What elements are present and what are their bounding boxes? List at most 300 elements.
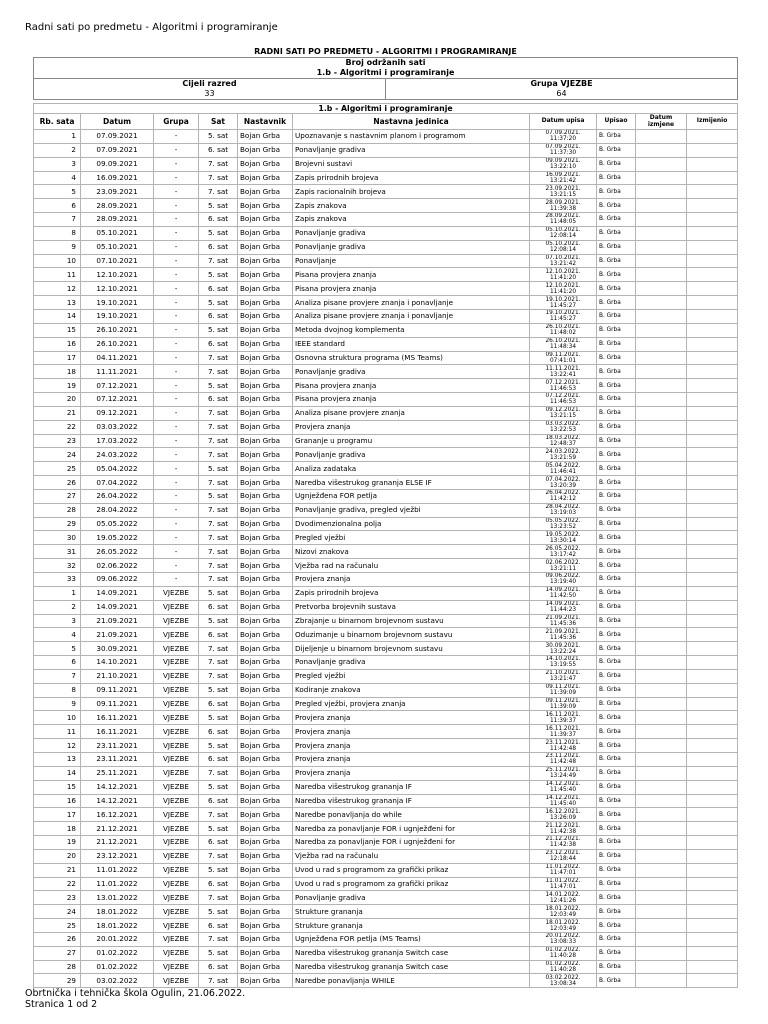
col-header-date-entered: Datum upisa [530, 114, 597, 130]
cell-changed-by [687, 240, 738, 254]
cell-period: 6. sat [199, 836, 238, 850]
cell-date: 20.01.2022 [81, 932, 154, 946]
cell-unit: Provjera znanja [293, 725, 530, 739]
cell-group: VJEZBE [154, 822, 199, 836]
cell-group: VJEZBE [154, 600, 199, 614]
cell-group: VJEZBE [154, 960, 199, 974]
cell-date-changed [636, 503, 687, 517]
cell-date: 21.12.2021 [81, 822, 154, 836]
cell-unit: Ponavljanje gradiva [293, 143, 530, 157]
table-row [34, 919, 738, 933]
cell-unit: Strukture grananja [293, 919, 530, 933]
cell-lesson-no: 9 [34, 240, 81, 254]
cell-entered-by: B. Grba [597, 365, 636, 379]
table-row [34, 254, 738, 268]
cell-date: 12.10.2021 [81, 282, 154, 296]
cell-date-entered: 16.11.2021. 11:39:37 [530, 711, 597, 725]
cell-changed-by [687, 628, 738, 642]
cell-changed-by [687, 462, 738, 476]
cell-entered-by: B. Grba [597, 863, 636, 877]
cell-group: - [154, 448, 199, 462]
cell-date: 16.09.2021 [81, 171, 154, 185]
cell-group: - [154, 545, 199, 559]
table-row [34, 600, 738, 614]
cell-date: 14.09.2021 [81, 600, 154, 614]
cell-period: 5. sat [199, 586, 238, 600]
cell-date-entered: 30.09.2021. 13:22:24 [530, 642, 597, 656]
cell-period: 5. sat [199, 863, 238, 877]
cell-date-entered: 03.03.2022. 13:22:53 [530, 420, 597, 434]
cell-date: 03.02.2022 [81, 974, 154, 988]
table-row [34, 946, 738, 960]
cell-entered-by: B. Grba [597, 669, 636, 683]
cell-teacher: Bojan Grba [238, 891, 293, 905]
cell-date-changed [636, 559, 687, 573]
cell-teacher: Bojan Grba [238, 296, 293, 310]
cell-group: VJEZBE [154, 697, 199, 711]
cell-entered-by: B. Grba [597, 822, 636, 836]
cell-changed-by [687, 393, 738, 407]
cell-date-entered: 12.10.2021. 11:41:20 [530, 268, 597, 282]
cell-date: 07.10.2021 [81, 254, 154, 268]
cell-date-changed [636, 932, 687, 946]
table-row [34, 586, 738, 600]
cell-date-entered: 26.10.2021. 11:48:34 [530, 337, 597, 351]
cell-date: 03.03.2022 [81, 420, 154, 434]
cell-teacher: Bojan Grba [238, 669, 293, 683]
cell-teacher: Bojan Grba [238, 517, 293, 531]
col-header-no: Rb. sata [34, 114, 81, 130]
cell-unit: Osnovna struktura programa (MS Teams) [293, 351, 530, 365]
table-row [34, 960, 738, 974]
cell-period: 7. sat [199, 351, 238, 365]
cell-group: - [154, 309, 199, 323]
cell-entered-by: B. Grba [597, 296, 636, 310]
cell-changed-by [687, 337, 738, 351]
cell-teacher: Bojan Grba [238, 199, 293, 213]
table-row [34, 365, 738, 379]
cell-date-changed [636, 157, 687, 171]
cell-period: 6. sat [199, 697, 238, 711]
cell-changed-by [687, 891, 738, 905]
cell-entered-by: B. Grba [597, 960, 636, 974]
table-row [34, 863, 738, 877]
cell-teacher: Bojan Grba [238, 794, 293, 808]
cell-lesson-no: 10 [34, 254, 81, 268]
cell-period: 7. sat [199, 766, 238, 780]
cell-date: 14.09.2021 [81, 586, 154, 600]
table-row [34, 185, 738, 199]
cell-lesson-no: 16 [34, 337, 81, 351]
table-row [34, 780, 738, 794]
cell-date-entered: 14.12.2021. 11:45:40 [530, 780, 597, 794]
cell-entered-by: B. Grba [597, 282, 636, 296]
cell-unit: Vježba rad na računalu [293, 559, 530, 573]
table-row [34, 476, 738, 490]
cell-entered-by: B. Grba [597, 836, 636, 850]
cell-group: VJEZBE [154, 932, 199, 946]
cell-period: 7. sat [199, 503, 238, 517]
cell-changed-by [687, 379, 738, 393]
cell-unit: Naredbe ponavljanja do while [293, 808, 530, 822]
cell-entered-by: B. Grba [597, 545, 636, 559]
cell-date: 28.09.2021 [81, 213, 154, 227]
cell-lesson-no: 21 [34, 863, 81, 877]
cell-entered-by: B. Grba [597, 697, 636, 711]
table-row [34, 393, 738, 407]
cell-entered-by: B. Grba [597, 420, 636, 434]
cell-changed-by [687, 863, 738, 877]
cell-date: 25.11.2021 [81, 766, 154, 780]
cell-teacher: Bojan Grba [238, 766, 293, 780]
cell-entered-by: B. Grba [597, 379, 636, 393]
cell-date-changed [636, 780, 687, 794]
cell-period: 5. sat [199, 462, 238, 476]
cell-lesson-no: 8 [34, 683, 81, 697]
cell-entered-by: B. Grba [597, 309, 636, 323]
cell-group: VJEZBE [154, 974, 199, 988]
cell-group: VJEZBE [154, 739, 199, 753]
col-header-group: Grupa [154, 114, 199, 130]
table-row [34, 573, 738, 587]
cell-entered-by: B. Grba [597, 766, 636, 780]
cell-group: - [154, 323, 199, 337]
cell-date-changed [636, 766, 687, 780]
cell-unit: Ponavljanje gradiva [293, 365, 530, 379]
table-row [34, 766, 738, 780]
cell-unit: Grananje u programu [293, 434, 530, 448]
cell-date-entered: 16.11.2021. 11:39:37 [530, 725, 597, 739]
cell-date-entered: 09.11.2021. 11:39:09 [530, 683, 597, 697]
cell-date-entered: 21.10.2021. 13:21:47 [530, 669, 597, 683]
cell-changed-by [687, 226, 738, 240]
cell-date: 16.12.2021 [81, 808, 154, 822]
cell-date: 07.12.2021 [81, 393, 154, 407]
table-row [34, 614, 738, 628]
cell-unit: Provjera znanja [293, 766, 530, 780]
cell-changed-by [687, 849, 738, 863]
cell-group: - [154, 476, 199, 490]
cell-changed-by [687, 573, 738, 587]
cell-unit: Provjera znanja [293, 711, 530, 725]
cell-period: 7. sat [199, 656, 238, 670]
cell-teacher: Bojan Grba [238, 752, 293, 766]
cell-teacher: Bojan Grba [238, 836, 293, 850]
cell-unit: Ugnježđena FOR petlja [293, 489, 530, 503]
cell-changed-by [687, 309, 738, 323]
table-row [34, 268, 738, 282]
cell-lesson-no: 22 [34, 420, 81, 434]
cell-date: 14.10.2021 [81, 656, 154, 670]
cell-unit: Provjera znanja [293, 739, 530, 753]
cell-unit: Metoda dvojnog komplementa [293, 323, 530, 337]
cell-date: 16.11.2021 [81, 725, 154, 739]
cell-unit: Ponavljanje gradiva [293, 656, 530, 670]
cell-lesson-no: 15 [34, 323, 81, 337]
cell-period: 6. sat [199, 240, 238, 254]
cell-date-changed [636, 877, 687, 891]
cell-period: 7. sat [199, 171, 238, 185]
cell-group: - [154, 434, 199, 448]
table-row [34, 171, 738, 185]
cell-entered-by: B. Grba [597, 946, 636, 960]
table-row [34, 849, 738, 863]
cell-group: - [154, 517, 199, 531]
cell-date-entered: 28.09.2021. 11:48:05 [530, 213, 597, 227]
cell-period: 6. sat [199, 628, 238, 642]
cell-period: 7. sat [199, 573, 238, 587]
cell-teacher: Bojan Grba [238, 476, 293, 490]
cell-teacher: Bojan Grba [238, 130, 293, 144]
footer-page-number: Stranica 1 od 2 [25, 999, 98, 1010]
cell-period: 5. sat [199, 296, 238, 310]
cell-date-changed [636, 296, 687, 310]
cell-group: - [154, 171, 199, 185]
cell-unit: Nizovi znakova [293, 545, 530, 559]
cell-date-changed [636, 476, 687, 490]
cell-changed-by [687, 531, 738, 545]
cell-teacher: Bojan Grba [238, 157, 293, 171]
cell-group: - [154, 199, 199, 213]
cell-date: 18.01.2022 [81, 919, 154, 933]
cell-group: VJEZBE [154, 905, 199, 919]
col-header-entered-by: Upisao [597, 114, 636, 130]
cell-teacher: Bojan Grba [238, 739, 293, 753]
cell-entered-by: B. Grba [597, 185, 636, 199]
cell-date: 07.09.2021 [81, 130, 154, 144]
cell-date-changed [636, 891, 687, 905]
table-row [34, 905, 738, 919]
cell-date: 23.12.2021 [81, 849, 154, 863]
table-row [34, 628, 738, 642]
cell-teacher: Bojan Grba [238, 462, 293, 476]
cell-date: 18.01.2022 [81, 905, 154, 919]
cell-date-entered: 18.01.2022. 12:03:49 [530, 905, 597, 919]
cell-date: 26.05.2022 [81, 545, 154, 559]
whole-class-count: 33 [34, 89, 386, 100]
cell-teacher: Bojan Grba [238, 725, 293, 739]
cell-changed-by [687, 822, 738, 836]
cell-date-changed [636, 254, 687, 268]
cell-date-changed [636, 974, 687, 988]
page-footer [25, 988, 245, 1010]
cell-date-entered: 24.03.2022. 13:21:59 [530, 448, 597, 462]
cell-teacher: Bojan Grba [238, 642, 293, 656]
cell-teacher: Bojan Grba [238, 946, 293, 960]
cell-lesson-no: 12 [34, 282, 81, 296]
cell-lesson-no: 26 [34, 476, 81, 490]
cell-date-changed [636, 808, 687, 822]
cell-entered-by: B. Grba [597, 932, 636, 946]
cell-date: 23.11.2021 [81, 752, 154, 766]
cell-teacher: Bojan Grba [238, 628, 293, 642]
cell-group: VJEZBE [154, 877, 199, 891]
cell-unit: Provjera znanja [293, 752, 530, 766]
cell-changed-by [687, 669, 738, 683]
cell-date-changed [636, 697, 687, 711]
cell-period: 5. sat [199, 199, 238, 213]
cell-date-changed [636, 379, 687, 393]
cell-date: 30.09.2021 [81, 642, 154, 656]
cell-date-changed [636, 420, 687, 434]
cell-period: 7. sat [199, 476, 238, 490]
cell-period: 7. sat [199, 406, 238, 420]
cell-date: 05.05.2022 [81, 517, 154, 531]
group-label: Grupa VJEZBE [386, 79, 738, 90]
cell-period: 5. sat [199, 379, 238, 393]
cell-date-changed [636, 171, 687, 185]
cell-date: 01.02.2022 [81, 960, 154, 974]
cell-lesson-no: 19 [34, 836, 81, 850]
cell-unit: Zapis racionalnih brojeva [293, 185, 530, 199]
cell-date-entered: 09.11.2021. 07:41:01 [530, 351, 597, 365]
cell-group: VJEZBE [154, 628, 199, 642]
cell-period: 6. sat [199, 143, 238, 157]
cell-date-entered: 21.09.2021. 11:45:36 [530, 614, 597, 628]
cell-entered-by: B. Grba [597, 406, 636, 420]
col-header-unit: Nastavna jedinica [293, 114, 530, 130]
cell-period: 7. sat [199, 669, 238, 683]
cell-teacher: Bojan Grba [238, 365, 293, 379]
cell-date: 07.04.2022 [81, 476, 154, 490]
cell-group: - [154, 573, 199, 587]
cell-teacher: Bojan Grba [238, 614, 293, 628]
cell-group: VJEZBE [154, 891, 199, 905]
cell-lesson-no: 24 [34, 448, 81, 462]
table-row [34, 351, 738, 365]
cell-group: VJEZBE [154, 711, 199, 725]
cell-teacher: Bojan Grba [238, 226, 293, 240]
cell-period: 6. sat [199, 752, 238, 766]
cell-lesson-no: 2 [34, 600, 81, 614]
cell-date-changed [636, 130, 687, 144]
cell-date: 17.03.2022 [81, 434, 154, 448]
cell-entered-by: B. Grba [597, 559, 636, 573]
cell-changed-by [687, 808, 738, 822]
cell-unit: Naredbe ponavljanja WHILE [293, 974, 530, 988]
table-row [34, 683, 738, 697]
cell-date-changed [636, 656, 687, 670]
cell-lesson-no: 2 [34, 143, 81, 157]
cell-entered-by: B. Grba [597, 337, 636, 351]
cell-changed-by [687, 296, 738, 310]
cell-date-entered: 23.12.2021. 12:18:44 [530, 849, 597, 863]
cell-teacher: Bojan Grba [238, 531, 293, 545]
cell-date-entered: 18.03.2022. 12:48:37 [530, 434, 597, 448]
cell-date-changed [636, 226, 687, 240]
table-row [34, 226, 738, 240]
cell-lesson-no: 31 [34, 545, 81, 559]
cell-date: 14.12.2021 [81, 794, 154, 808]
cell-date: 09.11.2021 [81, 683, 154, 697]
cell-changed-by [687, 919, 738, 933]
cell-date-entered: 21.09.2021. 11:45:36 [530, 628, 597, 642]
cell-date-changed [636, 199, 687, 213]
cell-group: - [154, 379, 199, 393]
cell-changed-by [687, 545, 738, 559]
cell-group: - [154, 351, 199, 365]
cell-period: 5. sat [199, 130, 238, 144]
cell-period: 6. sat [199, 282, 238, 296]
lessons-table [33, 103, 738, 988]
cell-entered-by: B. Grba [597, 586, 636, 600]
cell-entered-by: B. Grba [597, 919, 636, 933]
cell-date-entered: 23.09.2021. 13:21:15 [530, 185, 597, 199]
cell-changed-by [687, 932, 738, 946]
cell-teacher: Bojan Grba [238, 808, 293, 822]
cell-lesson-no: 23 [34, 434, 81, 448]
cell-date-entered: 21.12.2021. 11:42:38 [530, 822, 597, 836]
cell-date-entered: 01.02.2022. 11:40:28 [530, 960, 597, 974]
cell-lesson-no: 30 [34, 531, 81, 545]
cell-changed-by [687, 974, 738, 988]
table-row [34, 711, 738, 725]
cell-teacher: Bojan Grba [238, 434, 293, 448]
cell-date-changed [636, 240, 687, 254]
col-header-date: Datum [81, 114, 154, 130]
cell-lesson-no: 19 [34, 379, 81, 393]
cell-entered-by: B. Grba [597, 448, 636, 462]
table-row [34, 282, 738, 296]
cell-changed-by [687, 268, 738, 282]
table-row [34, 739, 738, 753]
cell-entered-by: B. Grba [597, 614, 636, 628]
cell-unit: Zapis znakova [293, 199, 530, 213]
cell-date-changed [636, 600, 687, 614]
table-row [34, 697, 738, 711]
cell-period: 6. sat [199, 213, 238, 227]
cell-lesson-no: 9 [34, 697, 81, 711]
cell-lesson-no: 25 [34, 462, 81, 476]
cell-period: 6. sat [199, 600, 238, 614]
cell-date-entered: 18.01.2022. 12:03:49 [530, 919, 597, 933]
cell-unit: Pisana provjera znanja [293, 379, 530, 393]
table-row [34, 669, 738, 683]
table-row [34, 642, 738, 656]
cell-unit: Pretvorba brojevnih sustava [293, 600, 530, 614]
cell-changed-by [687, 185, 738, 199]
cell-date-entered: 07.09.2021. 11:37:20 [530, 130, 597, 144]
table-row [34, 836, 738, 850]
cell-date-changed [636, 489, 687, 503]
cell-lesson-no: 13 [34, 752, 81, 766]
table-row [34, 406, 738, 420]
cell-date-entered: 01.02.2022. 11:40:28 [530, 946, 597, 960]
cell-lesson-no: 4 [34, 171, 81, 185]
cell-group: - [154, 489, 199, 503]
cell-teacher: Bojan Grba [238, 877, 293, 891]
cell-date: 09.11.2021 [81, 697, 154, 711]
report-subtitle-subject: 1.b - Algoritmi i programiranje [34, 68, 738, 79]
cell-group: VJEZBE [154, 725, 199, 739]
col-header-date-changed: Datum izmjene [636, 114, 687, 130]
cell-entered-by: B. Grba [597, 226, 636, 240]
cell-period: 7. sat [199, 545, 238, 559]
cell-date: 13.01.2022 [81, 891, 154, 905]
cell-group: - [154, 503, 199, 517]
cell-period: 7. sat [199, 642, 238, 656]
cell-group: VJEZBE [154, 683, 199, 697]
cell-lesson-no: 18 [34, 365, 81, 379]
cell-unit: Pisana provjera znanja [293, 393, 530, 407]
cell-period: 5. sat [199, 226, 238, 240]
cell-period: 7. sat [199, 974, 238, 988]
cell-entered-by: B. Grba [597, 711, 636, 725]
table-row [34, 808, 738, 822]
cell-lesson-no: 33 [34, 573, 81, 587]
cell-group: VJEZBE [154, 586, 199, 600]
cell-date-entered: 07.09.2021. 11:37:30 [530, 143, 597, 157]
